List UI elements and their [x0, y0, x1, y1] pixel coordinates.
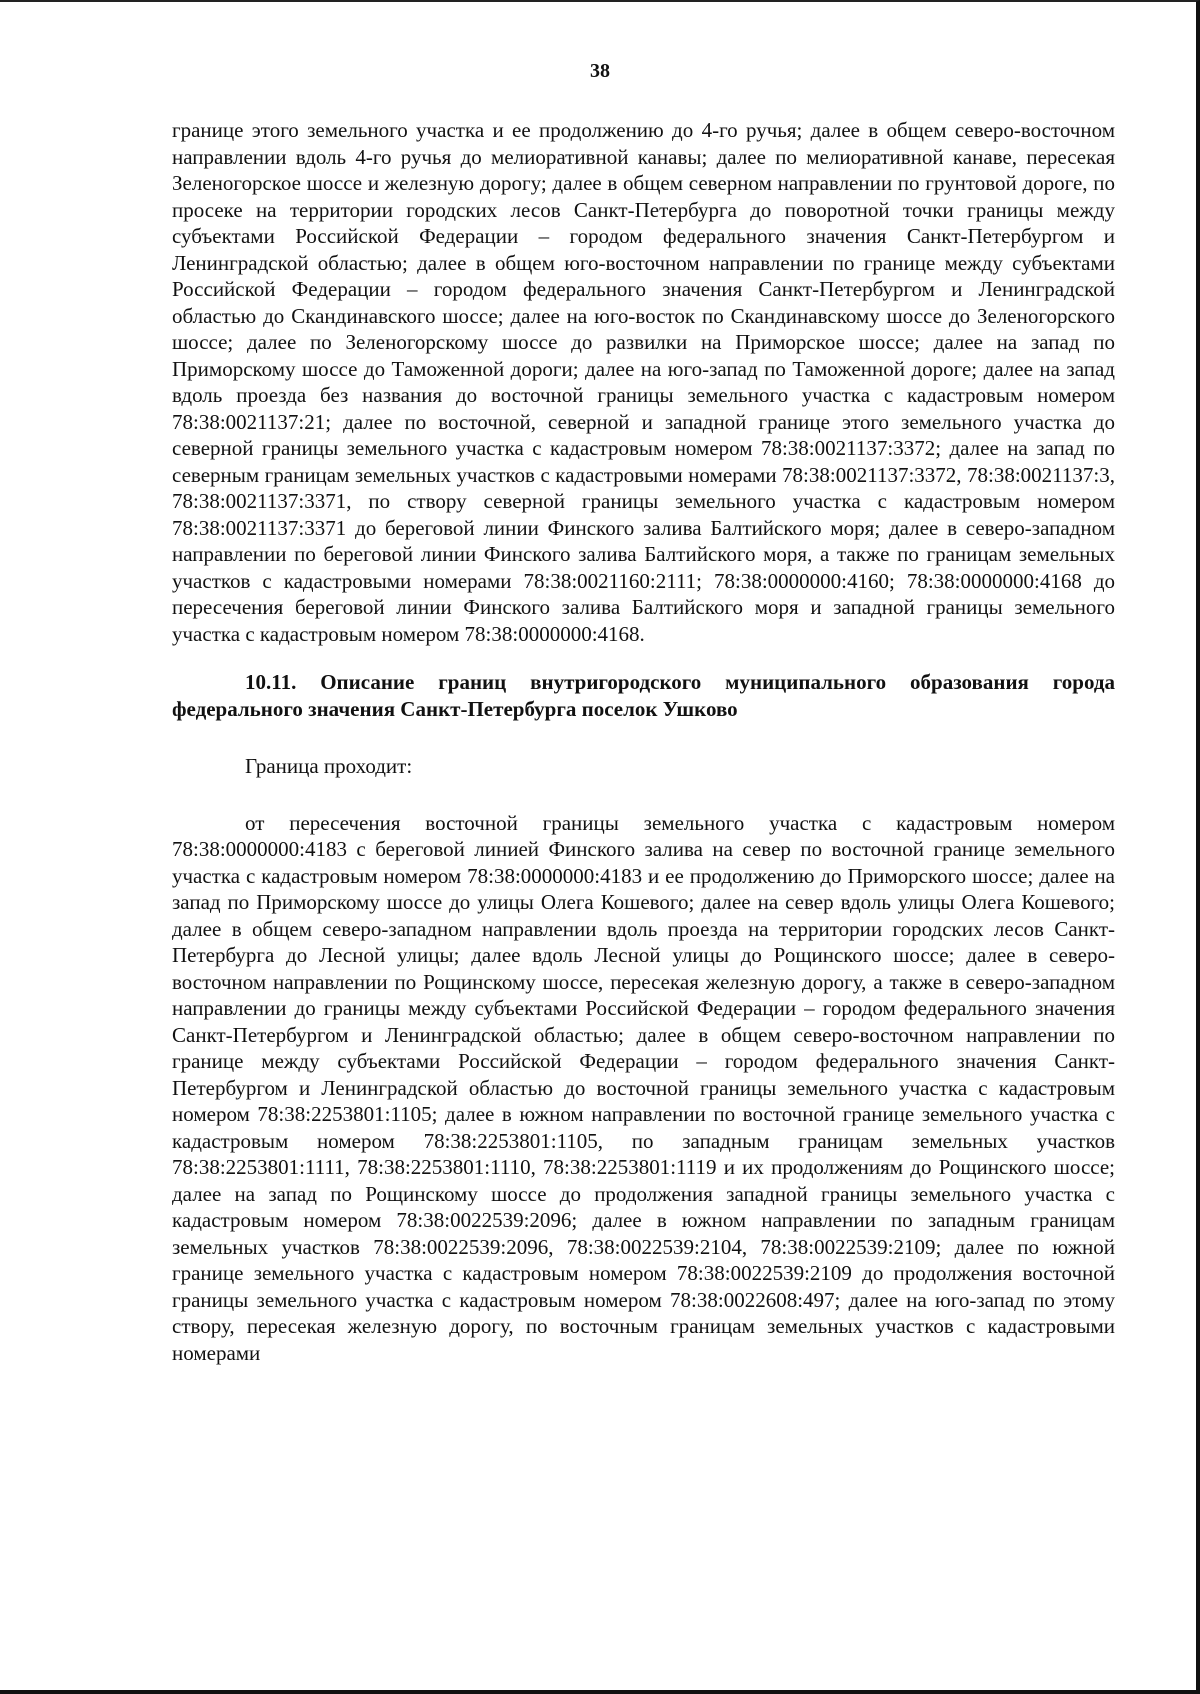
- page-number: 38: [590, 60, 610, 82]
- paragraph-continuation: границе этого земельного участка и ее продолжению до 4-го ручья; далее в общем северо-восточном направлении вдоль 4-го ручья до мелиоративной канавы; далее по мелиоративной канаве, пересекая Зеленогорское шоссе и железную дорогу; далее в общем северном направлении по грунтовой дороге, по просеке на территории городских лесов Санкт-Петербурга до поворотной точки границы между субъектами Российской Федерации – городом федерального значения Санкт-Петербургом и Ленинградской областью; далее в общем юго-восточном направлении по границе между субъектами Российской Федерации – городом федерального значения Санкт-Петербургом и Ленинградской областью до Скандинавского шоссе; далее на юго-восток по Скандинавскому шоссе до Зеленогорского шоссе; далее по Зеленогорскому шоссе до развилки на Приморское шоссе; далее на запад по Приморскому шоссе до Таможенной дороги; далее на юго-запад по Таможенной дороге; далее на запад вдоль проезда без названия до восточной границы земельного участка с кадастровым номером 78:38:0021137:21; далее по восточной, северной и западной границе этого земельного участка до северной границы земельного участка с кадастровым номером 78:38:0021137:3372; далее на запад по северным границам земельных участков с кадастровыми номерами 78:38:0021137:3372, 78:38:0021137:3, 78:38:0021137:3371, по створу северной границы земельного участка с кадастровым номером 78:38:0021137:3371 до береговой линии Финского залива Балтийского моря; далее в северо-западном направлении по береговой линии Финского залива Балтийского моря, а также по границам земельных участков с кадастровыми номерами 78:38:0021160:2111; 78:38:0000000:4160; 78:38:0000000:4168 до пересечения береговой линии Финского залива Балтийского моря и западной границы земельного участка с кадастровым номером 78:38:0000000:4168.: [172, 118, 1115, 646]
- section-heading: 10.11. Описание границ внутригородского муниципального образования города федерального значения Санкт-Петербурга поселок Ушково: [172, 670, 1115, 721]
- boundary-intro: Граница проходит:: [245, 754, 413, 778]
- document-body: [172, 117, 1115, 1366]
- boundary-description: от пересечения восточной границы земельного участка с кадастровым номером 78:38:0000000:4183 с береговой линией Финского залива на север по восточной границе земельного участка с кадастровым номером 78:38:0000000:4183 и ее продолжению до Приморского шоссе; далее на запад по Приморскому шоссе до улицы Олега Кошевого; далее на север вдоль улицы Олега Кошевого; далее в общем северо-западном направлении вдоль проезда на территории городских лесов Санкт-Петербурга до Лесной улицы; далее вдоль Лесной улицы до Рощинского шоссе; далее в северо-восточном направлении по Рощинскому шоссе, пересекая железную дорогу, а также в северо-западном направлении до границы между субъектами Российской Федерации – городом федерального значения Санкт-Петербургом и Ленинградской областью; далее в общем северо-восточном направлении по границе между субъектами Российской Федерации – городом федерального значения Санкт-Петербургом и Ленинградской областью до восточной границы земельного участка с кадастровым номером 78:38:2253801:1105; далее в южном направлении по восточной границе земельного участка с кадастровым номером 78:38:2253801:1105, по западным границам земельных участков 78:38:2253801:1111, 78:38:2253801:1110, 78:38:2253801:1119 и их продолжениям до Рощинского шоссе; далее на запад по Рощинскому шоссе до продолжения западной границы земельного участка с кадастровым номером 78:38:0022539:2096; далее в южном направлении по западным границам земельных участков 78:38:0022539:2096, 78:38:0022539:2104, 78:38:0022539:2109; далее по южной границе земельного участка с кадастровым номером 78:38:0022539:2109 до продолжения восточной границы земельного участка с кадастровым номером 78:38:0022608:497; далее на юго-запад по этому створу, пересекая железную дорогу, по восточным границам земельных участков с кадастровыми номерами: [172, 810, 1115, 1365]
